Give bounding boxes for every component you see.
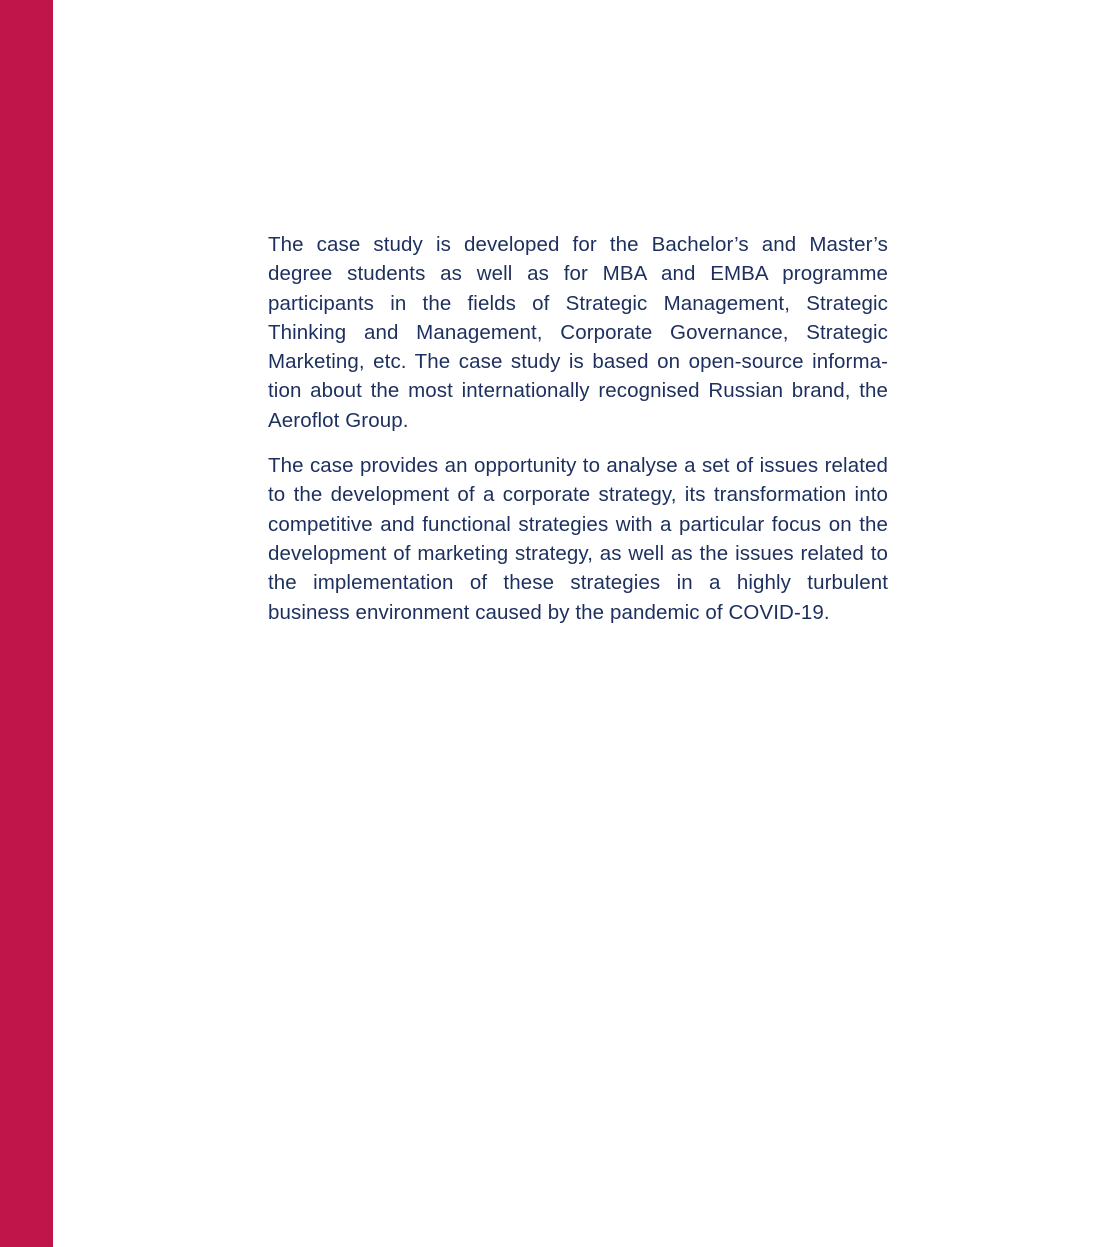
side-color-band	[0, 0, 53, 1247]
text-block	[268, 230, 888, 643]
paragraph-intro: The case study is developed for the Bachelor’s and Master’s degree students as well as for MBA and EMBA programme participants in the fields of Strategic Management, Strategic Thinking and Management, Corporate Governance, Strategic Marketing, etc. The case study is based on open-source information about the most internationally recognised Russian brand, the Aeroflot Group.	[268, 233, 888, 432]
paragraph-case-scope: The case provides an opportunity to analyse a set of issues related to the development of a corporate strategy, its transformation into competitive and functional strategies with a particular focus on the development of marketing strategy, as well as the issues related to the implementation of these strategies in a highly turbulent business environment caused by the pandemic of COVID-19.	[268, 454, 888, 624]
